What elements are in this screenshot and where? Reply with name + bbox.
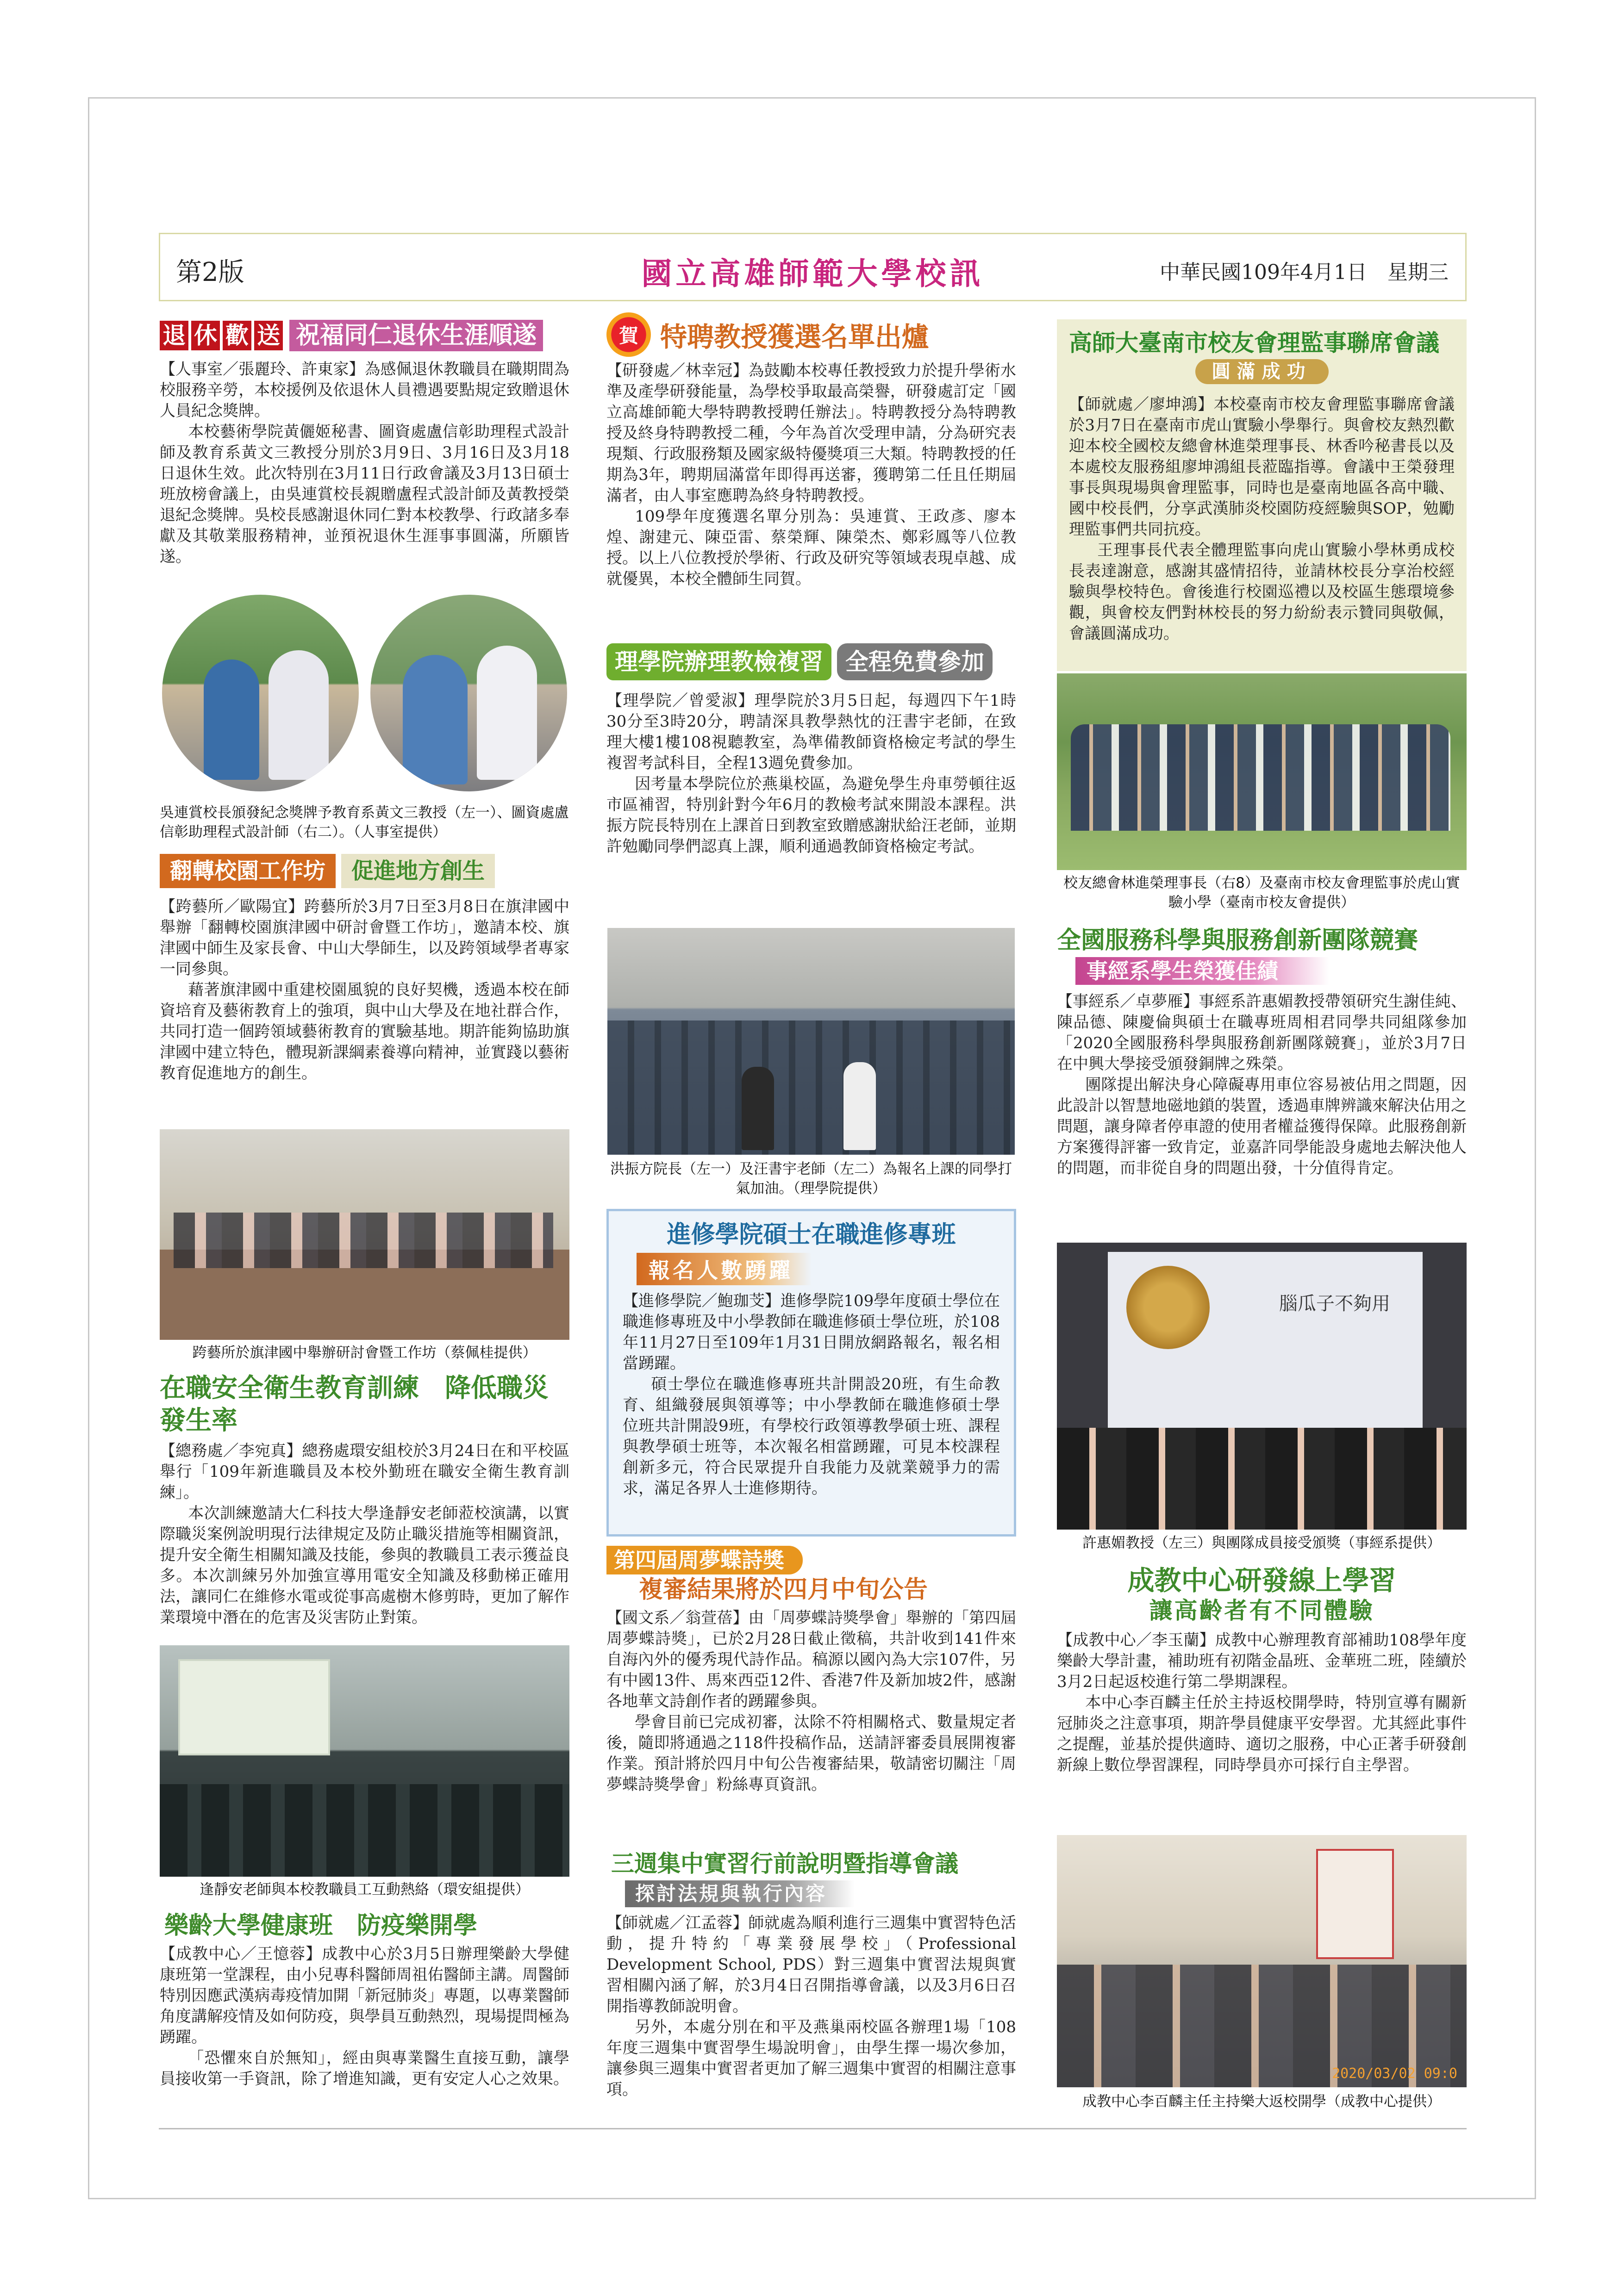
retirement-photo-left	[162, 595, 359, 791]
headline: 全國服務科學與服務創新團隊競賽	[1057, 927, 1418, 954]
headline: 樂齡大學健康班 防疫樂開學	[164, 1912, 478, 1940]
paragraph: 【研發處／林幸冠】為鼓勵本校專任教授致力於提升學術水準及產學研發能量，為學校爭取最高榮譽，研發處訂定「國立高雄師範大學特聘教授聘任辦法」。特聘教授分為特聘教授及終身特聘教授二種，今年為首次受理申請，分為研究表現類、行政服務類及國家級特優獎項三大類。特聘教授的任期為3年，聘期屆滿當年即得再送審，獲聘第二任且任期屆滿者，由人事室應聘為終身特聘教授。	[606, 361, 1016, 505]
paragraph: 【成教中心／李玉蘭】成教中心辦理教育部補助108學年度樂齡大學計畫，補助班有初階金晶班、金華班二班，陸續於3月2日起返校進行第二學期課程。	[1057, 1631, 1467, 1691]
headline: 在職安全衛生教育訓練 降低職災發生率	[160, 1373, 549, 1436]
paragraph: 【人事室／張麗玲、許東家】為感佩退休教職員在職期間為校服務辛勞，本校援例及依退休人員禮遇要點規定致贈退休人員紀念獎牌。	[160, 360, 569, 420]
article-poetry-award	[606, 1546, 1016, 1795]
article-safety-training	[160, 1372, 569, 1628]
article-body	[606, 361, 1016, 590]
article-body	[606, 1913, 1016, 2100]
training-photo	[160, 1645, 569, 1877]
headline: 高師大臺南市校友會理監事聯席會議	[1069, 330, 1439, 356]
classroom-photo	[607, 928, 1015, 1155]
headline-secondary: 促進地方創生	[341, 854, 495, 888]
article-body	[160, 896, 569, 1084]
paragraph: 本中心李百麟主任於主持返校開學時，特別宣導有關新冠肺炎之注意事項，期許學員健康平安學習。尤其經此事件之提醒，並基於提供適時、適切之服務，中心正著手研發創新線上數位學習課程，同時學員亦可採行自主學習。	[1057, 1693, 1467, 1774]
paragraph: 【總務處／李宛真】總務處環安組校於3月24日在和平校區舉行「109年新進職員及本校外勤班在職安全衛生教育訓練」。	[160, 1442, 569, 1502]
paragraph: 【師就處／廖坤鴻】本校臺南市校友會理監事聯席會議於3月7日在臺南市虎山實驗小學舉行。與會校友熱烈歡迎本校全國校友總會林進榮理事長、林香吟秘書長以及本處校友服務組廖坤鴻組長蒞臨指導。會議中王榮發理事長與現場與會理監事，同時也是臺南地區各高中職、國中校長們，分享武漢肺炎校園防疫經驗與SOP，勉勵理監事們共同抗疫。	[1069, 395, 1455, 539]
article-flip-campus	[160, 854, 569, 1084]
paragraph: 團隊提出解決身心障礙專用車位容易被佔用之問題，因此設計以智慧地磁地鎖的裝置，透過車牌辨識來解決佔用之問題，讓身障者停車證的使用者權益獲得保障。此服務創新方案獲得評審一致肯定，並嘉許同學能設身處地去解決他人的問題，而非從自身的問題出發，十分值得肯定。	[1057, 1076, 1467, 1177]
headline: 祝福同仁退休生涯順遂	[289, 320, 543, 351]
paragraph: 本校藝術學院黃儷姬秘書、圖資處盧信彰助理程式設計師及教育系黃文三教授分別於3月9日、3月16日及3月18日退休生效。此次特別在3月11日行政會議及3月13日碩士班放榜會議上，由吳連賞校長親贈盧程式設計師及黃教授榮退紀念獎牌。吳校長感謝退休同仁對本校教學、行政諸多奉獻及其敬業服務精神，並預祝退休生涯事事圓滿，所願皆遂。	[160, 423, 569, 566]
headline: 第四屆周夢蝶詩獎	[606, 1546, 803, 1574]
paragraph: 另外，本處分別在和平及燕巢兩校區各辦理1場「108年度三週集中實習學生場說明會」，由學生擇一場次參加，讓參與三週集中實習者更加了解三週集中實習的相關注意事項。	[606, 2018, 1016, 2099]
article-body	[160, 1944, 569, 2090]
article-distinguished-professors	[606, 312, 1016, 590]
headline: 成教中心研發線上學習	[1127, 1565, 1396, 1596]
subheadline: 探討法規與執行內容	[625, 1880, 855, 1907]
class-reopening-photo	[1057, 1835, 1467, 2087]
photo-caption: 洪振方院長（左一）及汪書宇老師（左二）為報名上課的同學打氣加油。（理學院提供）	[610, 1161, 1012, 1197]
headline: 特聘教授獲選名單出爐	[660, 321, 929, 353]
article-body	[623, 1291, 1000, 1499]
paragraph: 王理事長代表全體理監事向虎山實驗小學林勇成校長表達謝意，感謝其盛情招待，並請林校長分享治校經驗與學校特色。會後進行校園巡禮以及校區生態環境參觀，與會校友們對林校長的努力紛紛表示贊同與敬佩，會議圓滿成功。	[1069, 541, 1455, 643]
headline: 理學院辦理教檢複習	[606, 643, 831, 680]
screen-title: 腦瓜子不夠用	[1279, 1293, 1390, 1314]
article-service-innovation	[1057, 926, 1467, 1179]
paragraph: 109學年度獲選名單分別為：吳連賞、王政彥、廖本煌、謝建元、陳亞雷、蔡榮輝、陳榮杰、鄭彩鳳等八位教授。以上八位教授於學術、行政及研究等領域表現卓越、成就優異，本校全體師生同賀。	[606, 507, 1016, 588]
masthead	[159, 233, 1467, 301]
paragraph: 【事經系／卓夢雁】事經系許惠媚教授帶領研究生謝佳純、陳品德、陳慶倫與碩士在職專班周相君同學共同組隊參加「2020全國服務科學與服務創新團隊競賽」，並於3月7日在中興大學接受頒發銅牌之殊榮。	[1057, 992, 1467, 1073]
article-body	[606, 1608, 1016, 1795]
photo-caption: 跨藝所於旗津國中舉辦研討會暨工作坊（蔡佩桂提供）	[192, 1344, 537, 1361]
article-teacher-exam-review	[606, 643, 1016, 857]
paragraph: 【國文系／翁萱蓓】由「周夢蝶詩獎學會」舉辦的「第四屆周夢蝶詩獎」，已於2月28日截止徵稿，共計收到141件來自海內外的優秀現代詩作品。稿源以國內為大宗107件，另有中國13件、馬來西亞12件、香港7件及新加坡2件，感謝各地華文詩創作者的踴躍參與。	[606, 1609, 1016, 1711]
photo-caption: 吳連賞校長頒發紀念獎牌予教育系黃文三教授（左一）、圖資處盧信彰助理程式設計師（右二）。（人事室提供）	[160, 804, 569, 840]
subheadline: 報名人數踴躍	[637, 1253, 812, 1285]
article-body	[160, 359, 569, 567]
paragraph: 「恐懼來自於無知」，經由與專業醫生直接互動，讓學員接收第一手資訊，除了增進知識，更有安定人心之效果。	[160, 2049, 569, 2088]
paragraph: 【師就處／江孟蓉】師就處為順利進行三週集中實習特色活動，提升特約「專業發展學校」（Professional Development School, PDS）對三週集中實習法規與實習相關內涵了解，於3月4日召開指導會議，以及3月6日召開指導教師說明會。	[606, 1914, 1016, 2016]
subheadline: 讓高齡者有不同體驗	[1149, 1597, 1374, 1624]
photo-timestamp: 2020/03/02 09:0	[1332, 2066, 1457, 2082]
article-tainan-alumni	[1057, 319, 1467, 671]
footer-rule	[159, 2128, 1467, 2129]
retirement-photo-right	[370, 595, 567, 791]
photo-caption: 校友總會林進榮理事長（右8）及臺南市校友會理監事於虎山實驗小學（臺南市校友會提供）	[1063, 875, 1460, 911]
photo-caption: 逢靜安老師與本校教職員工互動熱絡（環安組提供）	[200, 1881, 530, 1898]
article-online-learning	[1057, 1564, 1467, 1776]
article-body	[606, 691, 1016, 857]
headline: 進修學院碩士在職進修專班	[667, 1221, 956, 1249]
paragraph: 【跨藝所／歐陽宜】跨藝所於3月7日至3月8日在旗津國中舉辦「翻轉校園旗津國中研討會暨工作坊」，邀請本校、旗津國中師生及家長會、中山大學師生，以及跨領域學者專家一同參與。	[160, 897, 569, 978]
paragraph: 【進修學院／鮑珈芠】進修學院109學年度碩士學位在職進修專班及中小學教師在職進修碩士學位班，於108年11月27日至109年1月31日開放網路報名，報名相當踴躍。	[623, 1292, 1000, 1373]
article-body	[1057, 991, 1467, 1179]
article-body	[1057, 1630, 1467, 1776]
retire-tag-char: 退	[160, 321, 188, 350]
headline: 三週集中實習行前說明暨指導會議	[611, 1850, 958, 1877]
edition-label: 第2版	[176, 257, 244, 287]
retire-tag-char: 歡	[223, 321, 251, 350]
headline: 翻轉校園工作坊	[160, 854, 336, 888]
free-badge: 全程免費參加	[837, 643, 993, 680]
retire-tag-char: 休	[191, 321, 220, 350]
photo-caption: 成教中心李百麟主任主持樂大返校開學（成教中心提供）	[1082, 2093, 1441, 2110]
workshop-photo	[160, 1129, 569, 1340]
alumni-group-photo	[1057, 673, 1467, 870]
article-internship-meeting	[606, 1849, 1016, 2100]
article-retirement	[160, 319, 569, 567]
award-photo	[1057, 1243, 1467, 1530]
subheadline: 事經系學生榮獲佳績	[1075, 957, 1329, 985]
paragraph: 碩士學位在職進修專班共計開設20班，有生命教育、組織發展與領導等；中小學教師在職進修碩士學位班共計開設9班，有學校行政領導教學碩士班、課程與教學碩士班等，本次報名相當踴躍，可見本校課程創新多元，符合民眾提升自我能力及就業競爭力的需求，滿足各界人士進修期待。	[623, 1375, 1000, 1498]
article-continuing-education	[606, 1209, 1016, 1537]
congrats-badge: 賀	[606, 312, 651, 357]
paragraph: 藉著旗津國中重建校園風貌的良好契機，透過本校在師資培育及藝術教育上的強項，與中山大學及在地社群合作，共同打造一個跨領域藝術教育的實驗基地。期許能夠協助旗津國中建立特色，體現新課綱素養導向精神，並實踐以藝術教育促進地方的創生。	[160, 981, 569, 1083]
newsletter-title: 國立高雄師範大學校訊	[641, 255, 984, 292]
article-body	[160, 1441, 569, 1628]
subheadline: 圓滿成功	[1195, 359, 1329, 384]
photo-caption: 許惠媚教授（左三）與團隊成員接受頒獎（事經系提供）	[1082, 1535, 1441, 1551]
issue-date: 中華民國109年4月1日 星期三	[1160, 261, 1449, 284]
article-body	[1069, 394, 1455, 644]
subheadline: 複審結果將於四月中旬公告	[639, 1576, 928, 1604]
paragraph: 學會目前已完成初審，汰除不符相關格式、數量規定者後，隨即將通過之118件投稿作品，送請評審委員展開複審作業。預計將於四月中旬公告複審結果，敬請密切關注「周夢蝶詩獎學會」粉絲專頁資訊。	[606, 1713, 1016, 1794]
retire-tag-char: 送	[254, 321, 283, 350]
paragraph: 本次訓練邀請大仁科技大學逢靜安老師蒞校演講，以實際職災案例說明現行法律規定及防止職災措施等相關資訊，提升安全衛生相關知識及技能，參與的教職員工表示獲益良多。本次訓練另外加強宣導用電安全知識及移動梯正確用法，讓同仁在維修水電或從事高處樹木修剪時，更加了解作業環境中潛在的危害及災害防止對策。	[160, 1504, 569, 1627]
paragraph: 【成教中心／王憶蓉】成教中心於3月5日辦理樂齡大學健康班第一堂課程，由小兒專科醫師周祖佑醫師主講。周醫師特別因應武漢病毒疫情加開「新冠肺炎」專題，以專業醫師角度講解疫情及如何防疫，與學員互動熱烈，現場提問極為踴躍。	[160, 1945, 569, 2047]
article-senior-health-class	[160, 1910, 569, 2090]
paragraph: 因考量本學院位於燕巢校區，為避免學生舟車勞頓往返市區補習，特別針對今年6月的教檢考試來開設本課程。洪振方院長特別在上課首日到教室致贈感謝狀給汪老師，並期許勉勵同學們認真上課，順利通過教師資格檢定考試。	[606, 775, 1016, 856]
paragraph: 【理學院／曾愛淑】理學院於3月5日起，每週四下午1時30分至3時20分，聘請深具教學熱忱的汪書宇老師，在致理大樓1樓108視聽教室，為準備教師資格檢定考試的學生複習考試科目，全程13週免費參加。	[606, 691, 1016, 772]
